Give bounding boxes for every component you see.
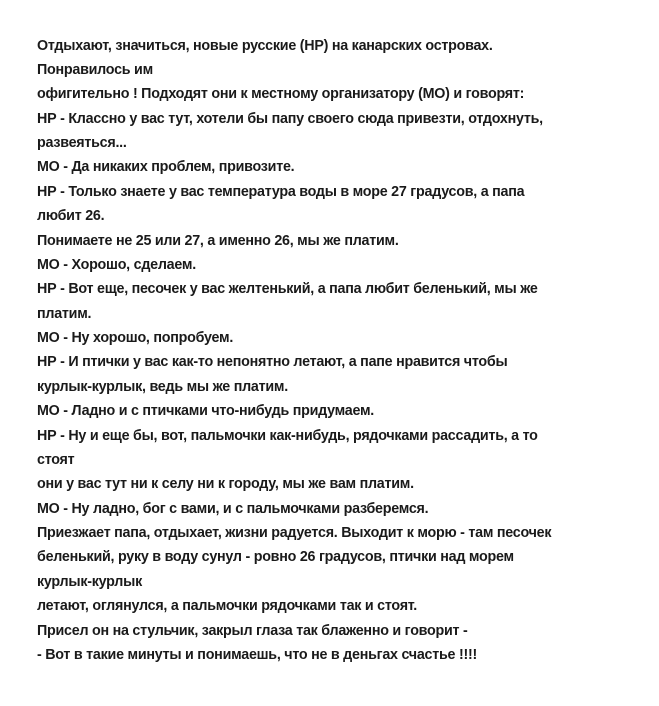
text-line: МО - Ладно и с птичками что-нибудь придумаем. xyxy=(37,403,375,419)
text-line: НР - Ну и еще бы, вот, пальмочки как-нибудь, рядочками рассадить, а то xyxy=(37,428,538,444)
text-line: МО - Ну ладно, бог с вами, и с пальмочками разберемся. xyxy=(37,501,429,517)
text-line: МО - Ну хорошо, попробуем. xyxy=(37,330,234,346)
text-line: НР - И птички у вас как-то непонятно летают, а папе нравится чтобы xyxy=(37,354,508,370)
text-line: стоят xyxy=(37,452,75,468)
text-line: НР - Вот еще, песочек у вас желтенький, а папа любит беленький, мы же xyxy=(37,281,538,297)
text-line: Присел он на стульчик, закрыл глаза так блаженно и говорит - xyxy=(37,623,468,639)
text-line: платим. xyxy=(37,306,92,322)
text-line: МО - Да никаких проблем, привозите. xyxy=(37,159,295,175)
text-line: летают, оглянулся, а пальмочки рядочками так и стоят. xyxy=(37,598,418,614)
text-line: беленький, руку в воду сунул - ровно 26 градусов, птички над морем xyxy=(37,549,514,565)
text-line: курлык-курлык, ведь мы же платим. xyxy=(37,379,288,395)
text-line: НР - Классно у вас тут, хотели бы папу своего сюда привезти, отдохнуть, xyxy=(37,111,543,127)
text-line: - Вот в такие минуты и понимаешь, что не в деньгах счастье !!!! xyxy=(37,647,478,663)
text-line: они у вас тут ни к селу ни к городу, мы же вам платим. xyxy=(37,476,414,492)
text-line: любит 26. xyxy=(37,208,105,224)
text-line: Отдыхают, значиться, новые русские (НР) на канарских островах. xyxy=(37,38,493,54)
text-line: Приезжает папа, отдыхает, жизни радуется. Выходит к морю - там песочек xyxy=(37,525,552,541)
text-line: курлык-курлык xyxy=(37,574,142,590)
text-line: офигительно ! Подходят они к местному организатору (МО) и говорят: xyxy=(37,86,525,102)
text-line: Понимаете не 25 или 27, а именно 26, мы же платим. xyxy=(37,233,399,249)
text-line: МО - Хорошо, сделаем. xyxy=(37,257,196,273)
text-line: развеяться... xyxy=(37,135,127,151)
text-line: НР - Только знаете у вас температура воды в море 27 градусов, а папа xyxy=(37,184,525,200)
text-line: Понравилось им xyxy=(37,62,153,78)
